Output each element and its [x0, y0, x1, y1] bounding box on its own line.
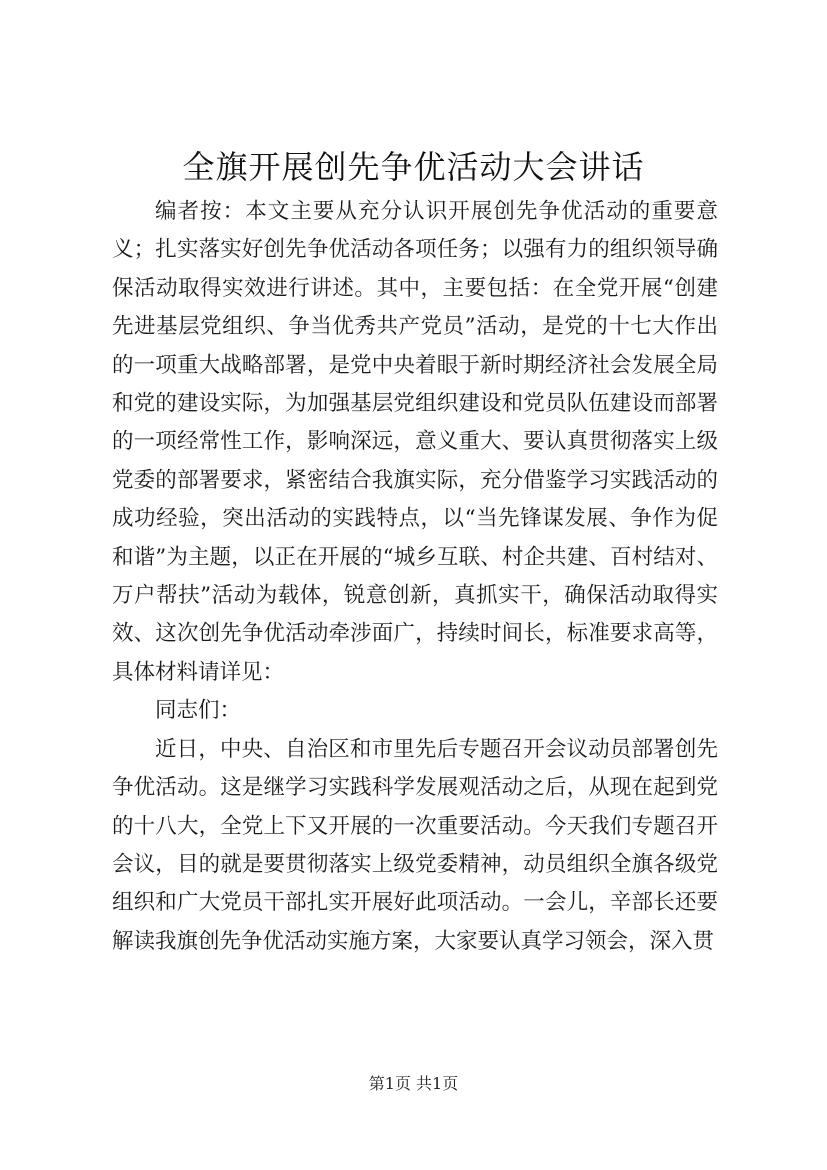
- body-paragraph: 近日，中央、自治区和市里先后专题召开会议动员部署创先争优活动。这是继学习实践科学发展观活动之后，从现在起到党的十八大，全党上下又开展的一次重要活动。今天我们专题召开会议，目的就是要贯彻落实上级党委精神，动员组织全旗各级党组织和广大党员干部扎实开展好此项活动。一会儿，辛部长还要解读我旗创先争优活动实施方案，大家要认真学习领会，深入贯: [112, 736, 718, 954]
- page-number-footer: 第1页 共1页: [368, 1074, 459, 1093]
- salutation-paragraph: 同志们：: [155, 698, 242, 724]
- editor-note-paragraph: 编者按：本文主要从充分认识开展创先争优活动的重要意义；扎实落实好创先争优活动各项任务；以强有力的组织领导确保活动取得实效进行讲述。其中，主要包括：在全党开展“创建先进基层党组织、争当优秀共产党员”活动，是党的十七大作出的一项重大战略部署，是党中央着眼于新时期经济社会发展全局和党的建设实际，为加强基层党组织建设和党员队伍建设而部署的一项经常性工作，影响深远，意义重大、要认真贯彻落实上级党委的部署要求，紧密结合我旗实际，充分借鉴学习实践活动的成功经验，突出活动的实践特点，以“当先锋谋发展、争作为促和谐”为主题，以正在开展的“城乡互联、村企共建、百村结对、万户帮扶”活动为载体，锐意创新，真抓实干，确保活动取得实效、这次创先争优活动牵涉面广，持续时间长，标准要求高等，具体材料请详见：: [112, 199, 718, 685]
- document-body: [112, 193, 718, 961]
- document-title: 全旗开展创先争优活动大会讲话: [182, 148, 645, 186]
